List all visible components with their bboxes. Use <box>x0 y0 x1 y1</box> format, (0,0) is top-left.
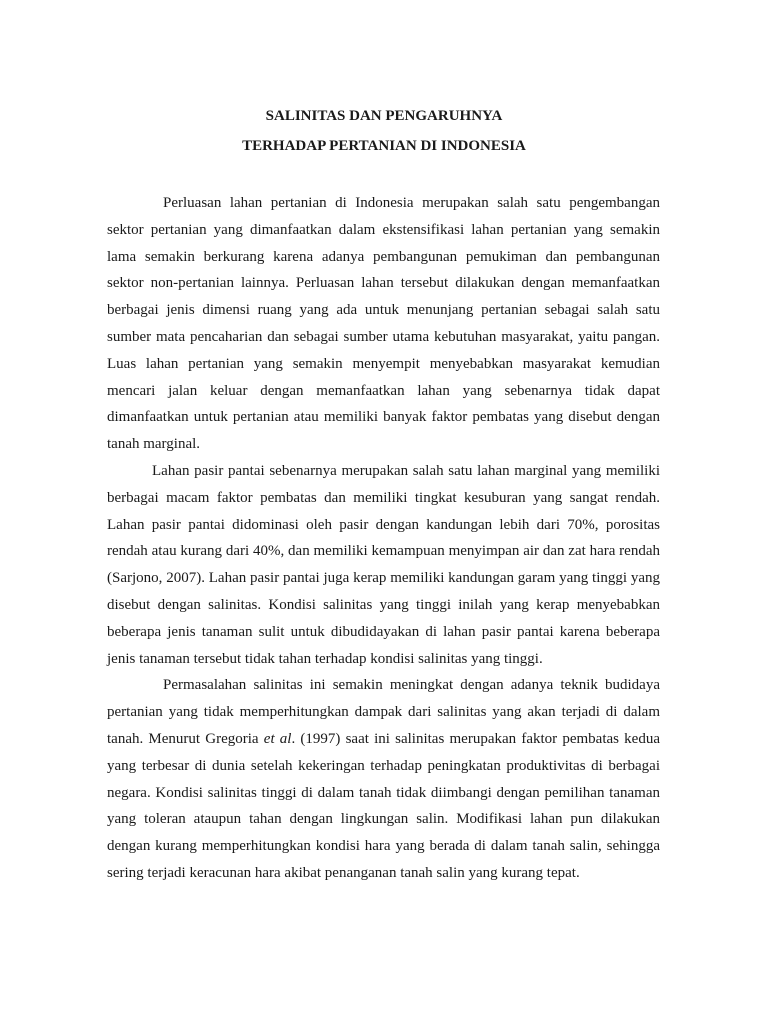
paragraph-line-with-citation <box>107 726 660 753</box>
paragraph-line: (Sarjono, 2007). Lahan pasir pantai juga kerap memiliki kandungan garam yang tinggi yang <box>107 570 660 587</box>
paragraph-line: yang toleran ataupun tahan dengan lingkungan salin. Modifikasi lahan pun dilakukan <box>107 811 660 828</box>
paragraph-1 <box>107 190 660 458</box>
paragraph-line: sering terjadi keracunan hara akibat penanganan tanah salin yang kurang tepat. <box>107 864 580 881</box>
document-title-line-2: TERHADAP PERTANIAN DI INDONESIA <box>242 138 526 154</box>
paragraph-line: berbagai jenis dimensi ruang yang ada untuk menunjang pertanian sebagai salah satu <box>107 302 660 319</box>
paragraph-line: tanah marginal. <box>107 436 201 453</box>
citation-italic: et al <box>263 730 292 747</box>
line-text: . (1997) saat ini salinitas merupakan faktor pembatas kedua <box>291 730 660 747</box>
paragraph-line: lama semakin berkurang karena adanya pembangunan pemukiman dan pembangunan <box>107 248 660 265</box>
paragraph-line: sektor pertanian yang dimanfaatkan dalam ekstensifikasi lahan pertanian yang semakin <box>107 221 660 238</box>
paragraph-line: disebut dengan salinitas. Kondisi salinitas yang tinggi inilah yang kerap menyebabkan <box>107 596 660 613</box>
line-text: tanah. Menurut Gregoria <box>107 730 264 747</box>
paragraph-line: negara. Kondisi salinitas tinggi di dalam tanah tidak diimbangi dengan pemilihan tanaman <box>107 784 660 801</box>
paragraph-line: pertanian yang tidak memperhitungkan dampak dari salinitas yang akan terjadi di dalam <box>107 704 660 721</box>
paragraph-line: Permasalahan salinitas ini semakin meningkat dengan adanya teknik budidaya <box>163 677 660 694</box>
paragraph-line: rendah atau kurang dari 40%, dan memiliki kemampuan menyimpan air dan zat hara rendah <box>107 543 660 560</box>
paragraph-2 <box>107 458 660 672</box>
paragraph-line: yang terbesar di dunia setelah kekeringan terhadap peningkatan produktivitas di berbagai <box>107 757 660 774</box>
paragraph-3 <box>107 672 660 886</box>
paragraph-line: sektor non-pertanian lainnya. Perluasan lahan tersebut dilakukan dengan memanfaatkan <box>107 275 660 292</box>
paragraph-line: Luas lahan pertanian yang semakin menyempit menyebabkan masyarakat kemudian <box>107 355 660 372</box>
paragraph-line: jenis tanaman tersebut tidak tahan terhadap kondisi salinitas yang tinggi. <box>107 650 543 667</box>
paragraph-line: dengan kurang memperhitungkan kondisi hara yang berada di dalam tanah salin, sehingga <box>107 838 660 855</box>
paragraph-line: Lahan pasir pantai sebenarnya merupakan salah satu lahan marginal yang memiliki <box>152 462 660 479</box>
paragraph-line: Perluasan lahan pertanian di Indonesia merupakan salah satu pengembangan <box>163 195 660 211</box>
document-title-line-1: SALINITAS DAN PENGARUHNYA <box>265 108 503 124</box>
paragraph-line: beberapa jenis tanaman sulit untuk dibudidayakan di lahan pasir pantai karena beberapa <box>107 623 660 640</box>
document-body <box>107 190 660 887</box>
paragraph-line: dimanfaatkan untuk pertanian atau memiliki banyak faktor pembatas yang disebut dengan <box>107 409 660 426</box>
paragraph-line: Lahan pasir pantai didominasi oleh pasir dengan kandungan lebih dari 70%, porositas <box>107 516 660 533</box>
paragraph-line: mencari jalan keluar dengan memanfaatkan lahan yang sebenarnya tidak dapat <box>107 382 660 399</box>
paragraph-line: sumber mata pencaharian dan sebagai sumber utama kebutuhan masyarakat, yaitu pangan. <box>107 328 660 345</box>
paragraph-line: berbagai macam faktor pembatas dan memiliki tingkat kesuburan yang sangat rendah. <box>107 489 660 506</box>
